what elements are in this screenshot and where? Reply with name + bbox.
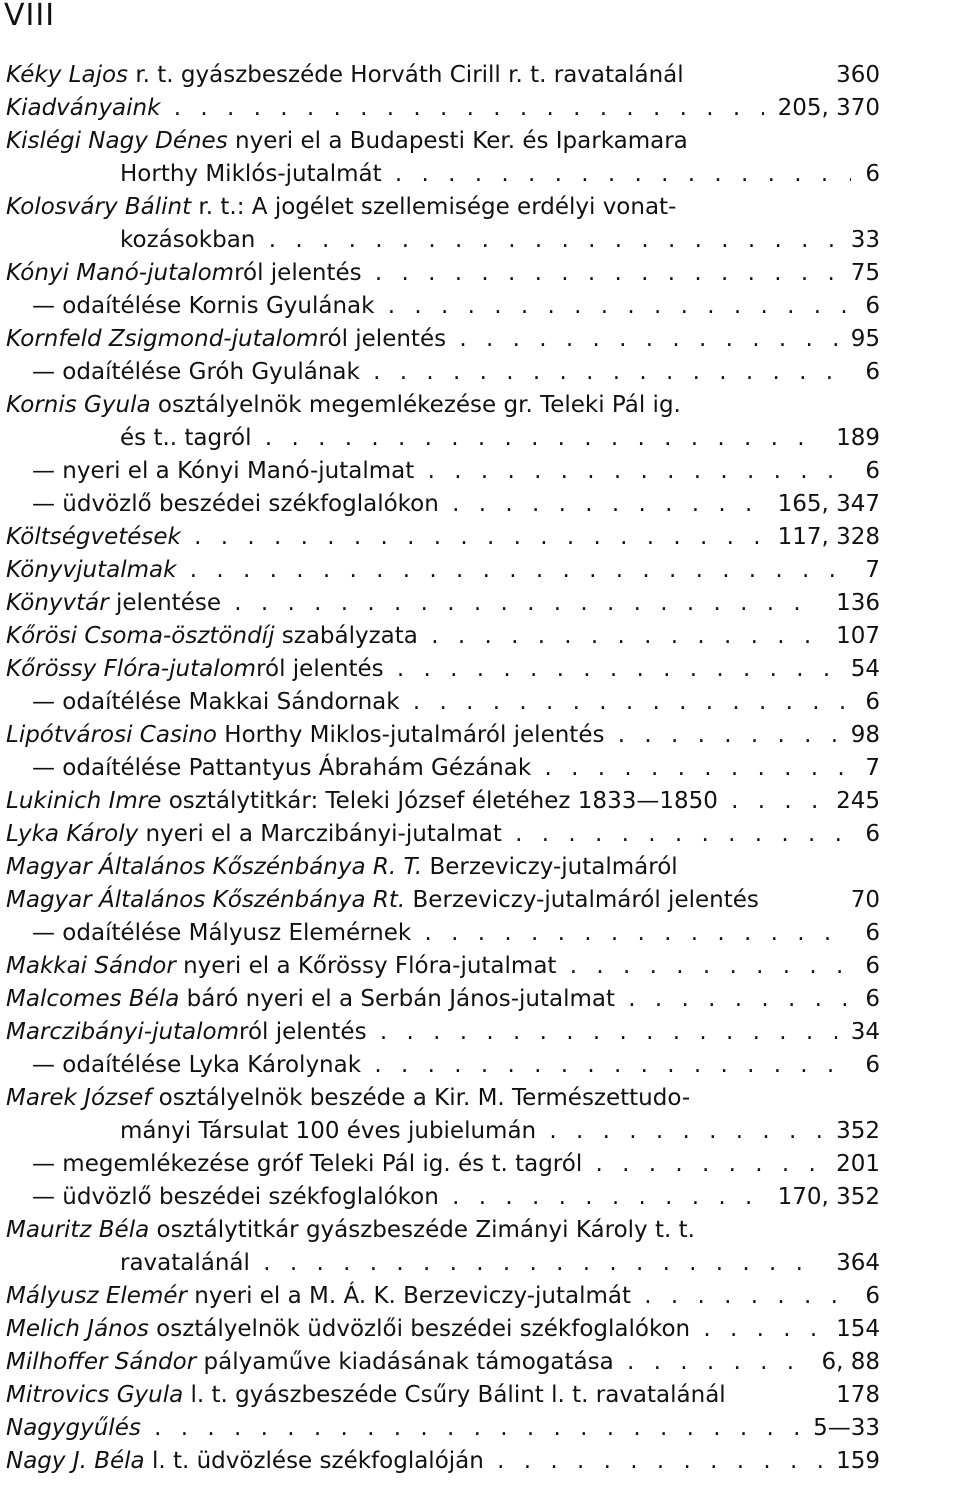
page-reference: 154 xyxy=(836,1316,880,1342)
entry-text xyxy=(6,951,851,981)
entry-description: l. t. üdvözlése székfoglalóján xyxy=(144,1448,484,1474)
entry-text xyxy=(6,1017,837,1047)
index-entry xyxy=(0,522,960,552)
entry-description: ról jelentés xyxy=(234,260,362,286)
entry-text xyxy=(32,753,851,783)
index-entry xyxy=(0,885,960,915)
index-entry xyxy=(0,390,960,420)
entry-name: Mályusz Elemér xyxy=(6,1283,187,1309)
index-entry xyxy=(0,687,960,717)
entry-description: Berzeviczy-jutalmáról xyxy=(422,854,678,880)
entry-name: Nagy J. Béla xyxy=(6,1448,145,1474)
entry-name: Kislégi Nagy Dénes xyxy=(6,128,228,154)
entry-description: osztályelnök üdvözlői beszédei székfoglalókon xyxy=(148,1316,691,1342)
index-entry xyxy=(0,291,960,321)
entry-text xyxy=(6,654,837,684)
page-reference: 70 xyxy=(850,887,880,913)
entry-description: — üdvözlő beszédei székfoglalókon xyxy=(32,1184,439,1210)
entry-name: Lukinich Imre xyxy=(6,788,162,814)
index-entry xyxy=(0,1347,960,1377)
entry-description: mányi Társulat 100 éves jubielumán xyxy=(120,1118,537,1144)
entry-name: Kőrössy Flóra-jutalom xyxy=(6,656,257,682)
index-entry xyxy=(0,1281,960,1311)
page-reference: 7 xyxy=(865,557,880,583)
entry-name: Könyvjutalmak xyxy=(6,557,177,583)
page-reference: 159 xyxy=(836,1448,880,1474)
entry-description: — odaítélése Lyka Károlynak xyxy=(32,1052,362,1078)
entry-text xyxy=(6,93,764,123)
entry-name: Kónyi Manó-jutalom xyxy=(6,260,235,286)
entry-text xyxy=(6,324,837,354)
page-reference: 136 xyxy=(836,590,880,616)
entry-name: Könyvtár xyxy=(6,590,109,616)
page-reference: 117, 328 xyxy=(777,524,880,550)
entry-description: — odaítélése Makkai Sándornak xyxy=(32,689,400,715)
entry-description: Horthy Miklos-jutalmáról jelentés xyxy=(217,722,605,748)
entry-name: Lyka Károly xyxy=(6,821,139,847)
entry-name: Nagygyűlés xyxy=(6,1415,141,1441)
entry-description: — odaítélése Kornis Gyulának xyxy=(32,293,375,319)
index-entry xyxy=(0,852,960,882)
entry-description: Berzeviczy-jutalmáról jelentés xyxy=(405,887,759,913)
page-reference: 205, 370 xyxy=(777,95,880,121)
index-entry xyxy=(0,1215,960,1245)
index-entry xyxy=(0,423,960,453)
entry-text xyxy=(6,60,822,90)
page-reference: 6 xyxy=(865,821,880,847)
entry-name: Magyar Általános Kőszénbánya Rt. xyxy=(6,887,406,913)
page-reference: 95 xyxy=(850,326,880,352)
index-entry xyxy=(0,1248,960,1278)
entry-description: osztályelnök beszéde a Kir. M. Természettudo- xyxy=(151,1085,691,1111)
entry-text xyxy=(6,1314,822,1344)
index-entry xyxy=(0,918,960,948)
entry-text xyxy=(6,588,822,618)
index-entry xyxy=(0,93,960,123)
entry-description: — odaítélése Mályusz Elemérnek xyxy=(32,920,412,946)
page-reference: 6 xyxy=(865,953,880,979)
page-reference: 98 xyxy=(850,722,880,748)
page-reference: 34 xyxy=(850,1019,880,1045)
index-entry xyxy=(0,984,960,1014)
entry-description: ról jelentés xyxy=(256,656,384,682)
page-reference: 33 xyxy=(850,227,880,253)
page-reference: 189 xyxy=(836,425,880,451)
entry-name: Lipótvárosi Casino xyxy=(6,722,217,748)
page-reference: 352 xyxy=(836,1118,880,1144)
page-reference: 170, 352 xyxy=(777,1184,880,1210)
entry-text xyxy=(32,456,851,486)
entry-text xyxy=(6,720,837,750)
index-entry xyxy=(0,1182,960,1212)
page-reference: 6, 88 xyxy=(821,1349,880,1375)
entry-text xyxy=(32,291,851,321)
index-entry xyxy=(0,60,960,90)
page-reference: 360 xyxy=(836,62,880,88)
index-entry xyxy=(0,1446,960,1476)
entry-description: szabályzata xyxy=(274,623,418,649)
entry-text xyxy=(6,1413,799,1443)
page-reference: 6 xyxy=(865,1283,880,1309)
page-reference: 6 xyxy=(865,458,880,484)
entry-description: osztályelnök megemlékezése gr. Teleki Pál ig. xyxy=(150,392,681,418)
entry-description: kozásokban xyxy=(120,227,256,253)
entry-name: Kornis Gyula xyxy=(6,392,151,418)
index-entry xyxy=(0,126,960,156)
entry-text xyxy=(6,885,837,915)
page-reference: 245 xyxy=(836,788,880,814)
entry-text xyxy=(120,1116,822,1146)
entry-text xyxy=(6,1380,822,1410)
entry-description: ravatalánál xyxy=(120,1250,250,1276)
entry-text xyxy=(6,984,851,1014)
index-entry xyxy=(0,1083,960,1113)
page-reference: 7 xyxy=(865,755,880,781)
index-entry xyxy=(0,258,960,288)
index-entry xyxy=(0,225,960,255)
page-reference: 6 xyxy=(865,161,880,187)
entry-name: Költségvetések xyxy=(6,524,181,550)
entry-text xyxy=(120,159,851,189)
page-reference: 6 xyxy=(865,986,880,1012)
entry-description: osztálytitkár gyászbeszéde Zimányi Károly t. t. xyxy=(149,1217,695,1243)
entry-description: osztálytitkár: Teleki József életéhez 1833—1850 xyxy=(161,788,718,814)
entry-text xyxy=(120,225,837,255)
entry-description: nyeri el a Kőrössy Flóra-jutalmat xyxy=(175,953,557,979)
entry-text xyxy=(6,852,880,882)
index-entry xyxy=(0,1050,960,1080)
entry-text xyxy=(32,918,851,948)
entry-name: Kornfeld Zsigmond-jutalom xyxy=(6,326,319,352)
entry-text xyxy=(32,489,764,519)
entry-name: Marek József xyxy=(6,1085,152,1111)
index-entry xyxy=(0,1380,960,1410)
page-reference: 5—33 xyxy=(813,1415,880,1441)
entry-description: Horthy Miklós-jutalmát xyxy=(120,161,382,187)
entry-name: Malcomes Béla xyxy=(6,986,180,1012)
entry-description: nyeri el a Marczibányi-jutalmat xyxy=(138,821,502,847)
entry-text xyxy=(6,786,822,816)
entry-description: r. t.: A jogélet szellemisége erdélyi vonat- xyxy=(191,194,677,220)
page-reference: 178 xyxy=(836,1382,880,1408)
page-reference: 107 xyxy=(836,623,880,649)
index-entry xyxy=(0,159,960,189)
index-entry xyxy=(0,456,960,486)
entry-text xyxy=(32,687,851,717)
index-entry xyxy=(0,588,960,618)
entry-text xyxy=(6,1347,807,1377)
index-entry xyxy=(0,555,960,585)
page-reference: 6 xyxy=(865,1052,880,1078)
entry-text xyxy=(32,1149,822,1179)
entry-description: és t.. tagról xyxy=(120,425,252,451)
entry-name: Kéky Lajos xyxy=(6,62,129,88)
entry-description: — nyeri el a Kónyi Manó-jutalmat xyxy=(32,458,415,484)
entry-text xyxy=(6,621,822,651)
entry-name: Kőrösi Csoma-ösztöndíj xyxy=(6,623,275,649)
entry-text xyxy=(6,1281,851,1311)
page-reference: 75 xyxy=(850,260,880,286)
entry-name: Kiadványaink xyxy=(6,95,161,121)
index-entry xyxy=(0,324,960,354)
page-reference: 6 xyxy=(865,293,880,319)
entry-text xyxy=(6,1446,822,1476)
entry-text xyxy=(120,423,822,453)
entry-name: Milhoffer Sándor xyxy=(6,1349,197,1375)
index-entry xyxy=(0,819,960,849)
index-entry xyxy=(0,192,960,222)
entry-text xyxy=(6,555,851,585)
entry-name: Makkai Sándor xyxy=(6,953,176,979)
entry-text xyxy=(32,1050,851,1080)
entry-description: — megemlékezése gróf Teleki Pál ig. és t. tagról xyxy=(32,1151,583,1177)
entry-text xyxy=(6,192,880,222)
entry-text xyxy=(6,258,837,288)
page-reference: 201 xyxy=(836,1151,880,1177)
entry-text xyxy=(6,1083,880,1113)
entry-name: Marczibányi-jutalom xyxy=(6,1019,240,1045)
entry-description: — odaítélése Pattantyus Ábrahám Gézának xyxy=(32,755,532,781)
index-entry xyxy=(0,753,960,783)
entry-description: l. t. gyászbeszéde Csűry Bálint l. t. ravatalánál xyxy=(183,1382,726,1408)
entry-text xyxy=(6,390,880,420)
entry-description: nyeri el a M. Á. K. Berzeviczy-jutalmát xyxy=(186,1283,631,1309)
index-entry xyxy=(0,1413,960,1443)
page-reference: 6 xyxy=(865,689,880,715)
entry-description: r. t. gyászbeszéde Horváth Cirill r. t. ravatalánál xyxy=(128,62,684,88)
index-entry xyxy=(0,1314,960,1344)
index-entry xyxy=(0,786,960,816)
index-entry xyxy=(0,1116,960,1146)
page-reference: 54 xyxy=(850,656,880,682)
entry-text xyxy=(120,1248,822,1278)
entry-description: nyeri el a Budapesti Ker. és Iparkamara xyxy=(227,128,688,154)
entry-text xyxy=(6,1215,880,1245)
entry-description: ról jelentés xyxy=(318,326,447,352)
entry-description: jelentése xyxy=(108,590,221,616)
entry-description: — odaítélése Gróh Gyulának xyxy=(32,359,360,385)
page-reference: 6 xyxy=(865,920,880,946)
index-entry xyxy=(0,951,960,981)
index-entry xyxy=(0,1017,960,1047)
index-entry xyxy=(0,357,960,387)
page-reference: 364 xyxy=(836,1250,880,1276)
entry-name: Magyar Általános Kőszénbánya R. T. xyxy=(6,854,423,880)
entry-text xyxy=(6,522,764,552)
index-entry xyxy=(0,1149,960,1179)
index-entry xyxy=(0,654,960,684)
entry-name: Melich János xyxy=(6,1316,149,1342)
index-entry xyxy=(0,621,960,651)
entry-description: pályaműve kiadásának támogatása xyxy=(196,1349,614,1375)
index-entry xyxy=(0,720,960,750)
entry-text xyxy=(32,1182,764,1212)
entry-description: ról jelentés xyxy=(239,1019,367,1045)
page-reference: 6 xyxy=(865,359,880,385)
index-entry xyxy=(0,489,960,519)
entry-description: — üdvözlő beszédei székfoglalókon xyxy=(32,491,439,517)
entry-text xyxy=(32,357,851,387)
page-reference: 165, 347 xyxy=(777,491,880,517)
entry-description: báró nyeri el a Serbán János-jutalmat xyxy=(179,986,615,1012)
entry-text xyxy=(6,819,851,849)
page-number: VIII xyxy=(4,0,56,33)
entry-text xyxy=(6,126,880,156)
entry-name: Kolosváry Bálint xyxy=(6,194,192,220)
entry-name: Mitrovics Gyula xyxy=(6,1382,184,1408)
entry-name: Mauritz Béla xyxy=(6,1217,150,1243)
